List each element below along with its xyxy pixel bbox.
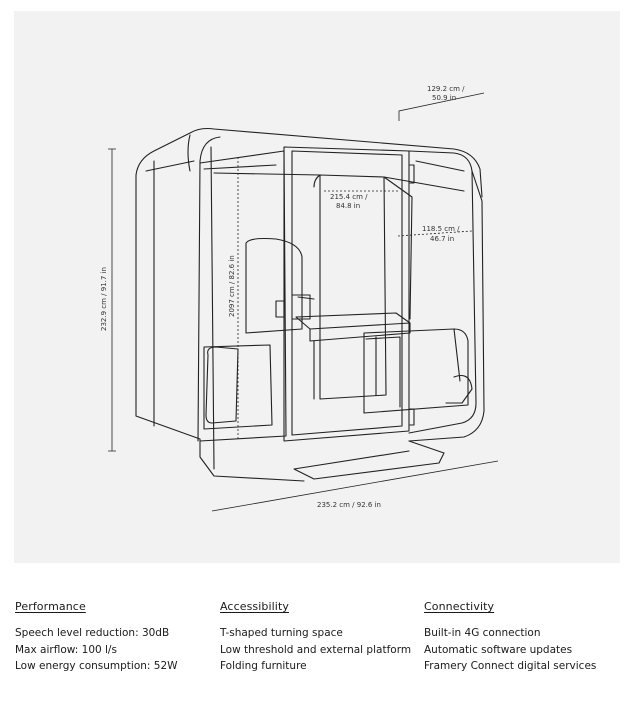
connectivity-heading: Connectivity — [424, 600, 495, 613]
spec-columns — [0, 600, 635, 700]
height-dim-line — [108, 149, 116, 451]
list-item: Low energy consumption: 52W — [15, 660, 178, 672]
list-item: Low threshold and external platform — [220, 643, 412, 656]
pod-diagram-panel — [14, 11, 620, 563]
inner-width-label-2: 46.7 in — [430, 235, 455, 243]
total-width-label: 235.2 cm / 92.6 in — [317, 501, 381, 509]
list-item: Speech level reduction: 30dB — [15, 627, 170, 639]
connectivity-column — [424, 600, 596, 675]
depth-top-label-1: 129.2 cm / — [427, 85, 465, 93]
right-seat — [364, 329, 468, 413]
performance-heading: Performance — [15, 600, 86, 613]
inner-width-label-1: 118.5 cm / — [422, 225, 460, 233]
accessibility-column — [220, 600, 411, 675]
list-item: Folding furniture — [220, 660, 307, 672]
list-item: Built-in 4G connection — [424, 627, 541, 639]
shell-outline — [136, 175, 304, 481]
inner-depth-label-2: 84.8 in — [336, 202, 361, 210]
depth-top-label-2: 50.9 in — [432, 94, 457, 102]
list-item: Framery Connect digital services — [424, 660, 597, 672]
total-height-label: 232.9 cm / 91.7 in — [100, 267, 108, 331]
inner-depth-label-1: 215.4 cm / — [330, 193, 368, 201]
accessibility-heading: Accessibility — [220, 600, 289, 613]
list-item: T-shaped turning space — [220, 627, 343, 639]
performance-column — [15, 600, 178, 675]
pod-diagram — [14, 11, 620, 563]
list-item: Max airflow: 100 l/s — [15, 643, 117, 656]
inner-height-label: 2097 cm / 82.6 in — [228, 255, 236, 317]
table — [296, 313, 410, 329]
list-item: Automatic software updates — [424, 643, 573, 656]
